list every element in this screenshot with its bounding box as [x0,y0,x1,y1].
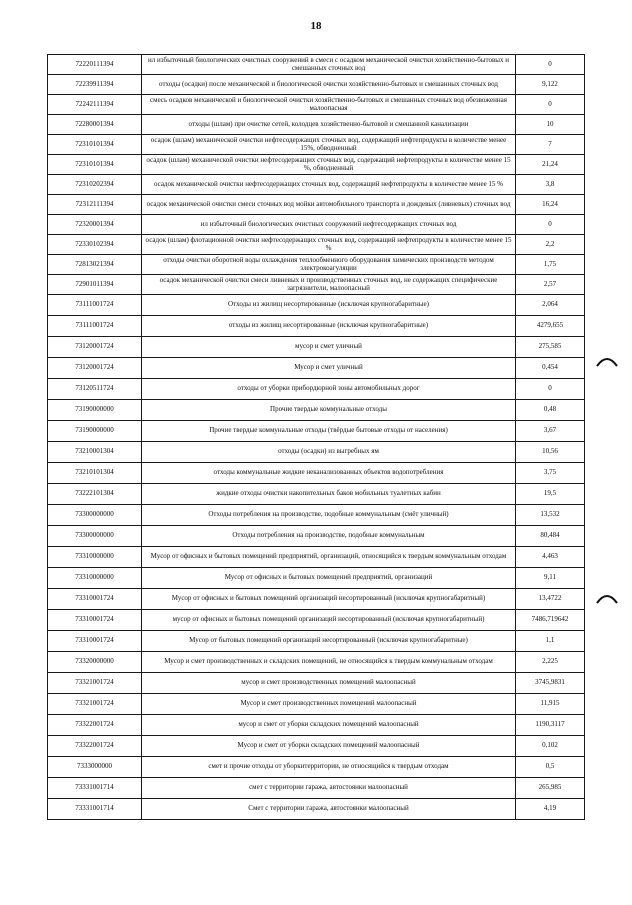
table-row [48,275,585,295]
waste-quantity-cell: 0 [516,55,585,75]
waste-code-cell: 72239911394 [48,75,142,95]
waste-quantity-cell: 1190,3117 [516,715,585,736]
table-row [48,736,585,757]
waste-code-cell: 73111001724 [48,316,142,337]
table-row [48,778,585,799]
waste-quantity-cell: 3,67 [516,421,585,442]
margin-arc-mark [596,356,618,367]
waste-name-cell: ил избыточный биологических очистных сооружений в смеси с осадком механической очистки хозяйственно-бытовых и смешанных сточных вод [142,55,516,75]
waste-name-cell: мусор и смет уличный [142,337,516,358]
page-number: 18 [310,20,322,32]
waste-name-cell: отходы коммунальные жидкие неканализованных объектов водопотребления [142,463,516,484]
waste-name-cell: мусор и смет от уборки складских помещений малоопасный [142,715,516,736]
table-row [48,95,585,115]
waste-quantity-cell: 0,48 [516,400,585,421]
waste-code-cell: 73322001724 [48,736,142,757]
waste-name-cell: осадок (шлам) механической очистки нефтесодержащих сточных вод, содержащий нефтепродукты в количестве менее 15%, обводненный [142,135,516,155]
waste-name-cell: осадок механической очистки смеси ливневых и производственных сточных вод, не содержащих специфические загрязнители, малоопасный [142,275,516,295]
waste-code-cell: 72330102394 [48,235,142,255]
waste-quantity-cell: 9,122 [516,75,585,95]
table-row [48,589,585,610]
waste-code-cell: 72320001394 [48,215,142,235]
waste-quantity-cell: 2,2 [516,235,585,255]
waste-quantity-cell: 4279,655 [516,316,585,337]
waste-quantity-cell: 80,484 [516,526,585,547]
waste-code-cell: 72901011394 [48,275,142,295]
table-row [48,135,585,155]
waste-quantity-cell: 0,5 [516,757,585,778]
table-row [48,316,585,337]
waste-name-cell: ил избыточный биологических очистных сооружений нефтесодержащих сточных вод [142,215,516,235]
table-row [48,421,585,442]
waste-code-cell: 73321001724 [48,673,142,694]
table-row [48,694,585,715]
table-row [48,155,585,175]
waste-name-cell: Смет с территории гаража, автостоянки малоопасный [142,799,516,820]
waste-table [47,54,585,820]
table-row [48,715,585,736]
waste-name-cell: смет и прочие отходы от уборкитерритории, не относящийся к твердым отходам [142,757,516,778]
waste-code-cell: 73120001724 [48,358,142,379]
waste-quantity-cell: 2,225 [516,652,585,673]
waste-name-cell: Отходы потребления на производстве, подобные коммунальным (смёт уличный) [142,505,516,526]
waste-code-cell: 73190000000 [48,421,142,442]
waste-quantity-cell: 21,24 [516,155,585,175]
waste-quantity-cell: 11,915 [516,694,585,715]
waste-quantity-cell: 4,19 [516,799,585,820]
waste-name-cell: отходы (осадки) из выгребных ям [142,442,516,463]
waste-code-cell: 73222101304 [48,484,142,505]
table-row [48,673,585,694]
waste-quantity-cell: 0 [516,95,585,115]
waste-quantity-cell: 13,4722 [516,589,585,610]
waste-code-cell: 72280001394 [48,115,142,135]
waste-quantity-cell: 275,585 [516,337,585,358]
waste-name-cell: смет с территории гаража, автостоянки малоопасный [142,778,516,799]
table-row [48,652,585,673]
table-row [48,358,585,379]
waste-quantity-cell: 7 [516,135,585,155]
table-row [48,175,585,195]
waste-quantity-cell: 0 [516,215,585,235]
waste-name-cell: Прочие твердые коммунальные отходы (твёрдые бытовые отходы от населения) [142,421,516,442]
waste-code-cell: 73210101304 [48,463,142,484]
waste-name-cell: жидкие отходы очистки накопительных баков мобильных туалетных кабин [142,484,516,505]
table-row [48,255,585,275]
table-row [48,235,585,255]
waste-quantity-cell: 0 [516,379,585,400]
table-row [48,631,585,652]
waste-name-cell: Отходы из жилищ несортированные (исключая крупногабаритные) [142,295,516,316]
waste-code-cell: 73310001724 [48,589,142,610]
waste-code-cell: 73111001724 [48,295,142,316]
table-row [48,442,585,463]
waste-code-cell: 73190000000 [48,400,142,421]
table-row [48,547,585,568]
waste-quantity-cell: 13,532 [516,505,585,526]
table-row [48,757,585,778]
waste-name-cell: мусор от офисных и бытовых помещений организаций несортированный (исключая крупногабаритный) [142,610,516,631]
table-row [48,526,585,547]
table-row [48,55,585,75]
waste-quantity-cell: 3,8 [516,175,585,195]
waste-code-cell: 73300000000 [48,505,142,526]
waste-code-cell: 72813021394 [48,255,142,275]
waste-name-cell: осадок механической очистки нефтесодержащих сточных вод, содержащий нефтепродукты в количестве менее 15 % [142,175,516,195]
table-row [48,400,585,421]
waste-name-cell: осадок (шлам) механической очистки нефтесодержащих сточных вод, содержащий нефтепродукты в количестве менее 15 %, обводненный [142,155,516,175]
table-row [48,195,585,215]
waste-name-cell: Прочие твердые коммунальные отходы [142,400,516,421]
waste-name-cell: отходы очистки оборотной воды охлаждения теплообменного оборудования химических производств методом электрокоагуляции [142,255,516,275]
waste-name-cell: отходы (шлам) при очистке сетей, колодцев хозяйственно-бытовой и смешанной канализации [142,115,516,135]
margin-arc-mark [596,593,618,604]
waste-quantity-cell: 3745,9831 [516,673,585,694]
table-row [48,568,585,589]
table-row [48,610,585,631]
waste-quantity-cell: 3,75 [516,463,585,484]
waste-quantity-cell: 16,24 [516,195,585,215]
waste-name-cell: осадок (шлам) флотационной очистки нефтесодержащих сточных вод, содержащий нефтепродукты в количестве менее 15 % [142,235,516,255]
table-row [48,379,585,400]
waste-quantity-cell: 0,102 [516,736,585,757]
waste-quantity-cell: 0,454 [516,358,585,379]
waste-name-cell: отходы из жилищ несортированные (исключая крупногабаритные) [142,316,516,337]
waste-code-cell: 73310000000 [48,568,142,589]
waste-quantity-cell: 10 [516,115,585,135]
waste-name-cell: Мусор и смет производственных помещений малоопасный [142,694,516,715]
waste-code-cell: 7333000000 [48,757,142,778]
waste-code-cell: 73310000000 [48,547,142,568]
table-row [48,295,585,316]
waste-code-cell: 73310001724 [48,631,142,652]
waste-quantity-cell: 10,56 [516,442,585,463]
table-row [48,799,585,820]
waste-code-cell: 72310202394 [48,175,142,195]
waste-quantity-cell: 1,75 [516,255,585,275]
waste-name-cell: Мусор от бытовых помещений организаций несортированный (исключая крупногабаритные) [142,631,516,652]
table-row [48,75,585,95]
table-row [48,505,585,526]
waste-code-cell: 72310101394 [48,155,142,175]
table-row [48,337,585,358]
waste-code-cell: 72310101394 [48,135,142,155]
waste-quantity-cell: 2,57 [516,275,585,295]
waste-code-cell: 72312111394 [48,195,142,215]
table-row [48,215,585,235]
waste-code-cell: 73331001714 [48,778,142,799]
waste-code-cell: 73120511724 [48,379,142,400]
waste-name-cell: осадок механической очистки смеси сточных вод мойки автомобильного транспорта и дождевых (ливневых) сточных вод [142,195,516,215]
waste-quantity-cell: 4,463 [516,547,585,568]
waste-table-body [48,55,585,820]
waste-quantity-cell: 19,5 [516,484,585,505]
waste-code-cell: 73120001724 [48,337,142,358]
waste-quantity-cell: 9,11 [516,568,585,589]
table-row [48,484,585,505]
waste-quantity-cell: 7486,719642 [516,610,585,631]
table-row [48,463,585,484]
waste-code-cell: 73331001714 [48,799,142,820]
waste-quantity-cell: 265,985 [516,778,585,799]
waste-code-cell: 73322001724 [48,715,142,736]
waste-name-cell: отходы (осадки) после механической и биологической очистки хозяйственно-бытовых и смешанных сточных вод [142,75,516,95]
waste-code-cell: 72242111394 [48,95,142,115]
waste-code-cell: 72220111394 [48,55,142,75]
waste-name-cell: Мусор от офисных и бытовых помещений предприятий, организаций [142,568,516,589]
waste-code-cell: 73310001724 [48,610,142,631]
waste-code-cell: 73321001724 [48,694,142,715]
waste-name-cell: Мусор и смет производственных и складских помещений, не относящийся к твердым коммунальным отходам [142,652,516,673]
waste-code-cell: 73300000000 [48,526,142,547]
table-row [48,115,585,135]
waste-name-cell: Мусор от офисных и бытовых помещений предприятий, организаций, относящийся к твердым коммунальным отходам [142,547,516,568]
waste-name-cell: Мусор и смет от уборки складских помещений малоопасный [142,736,516,757]
waste-name-cell: отходы от уборки прибордюрной зоны автомобильных дорог [142,379,516,400]
waste-name-cell: мусор и смет производственных помещений малоопасный [142,673,516,694]
waste-code-cell: 73210001304 [48,442,142,463]
waste-name-cell: Отходы потребления на производстве, подобные коммунальным [142,526,516,547]
waste-quantity-cell: 1,1 [516,631,585,652]
waste-quantity-cell: 2,064 [516,295,585,316]
waste-name-cell: Мусор и смет уличный [142,358,516,379]
waste-name-cell: Мусор от офисных и бытовых помещений организаций несортированный (исключая крупногабаритный) [142,589,516,610]
waste-name-cell: смесь осадков механической и биологической очистки хозяйственно-бытовых и смешанных сточных вод обезвоженная малоопасная [142,95,516,115]
waste-code-cell: 73320000000 [48,652,142,673]
